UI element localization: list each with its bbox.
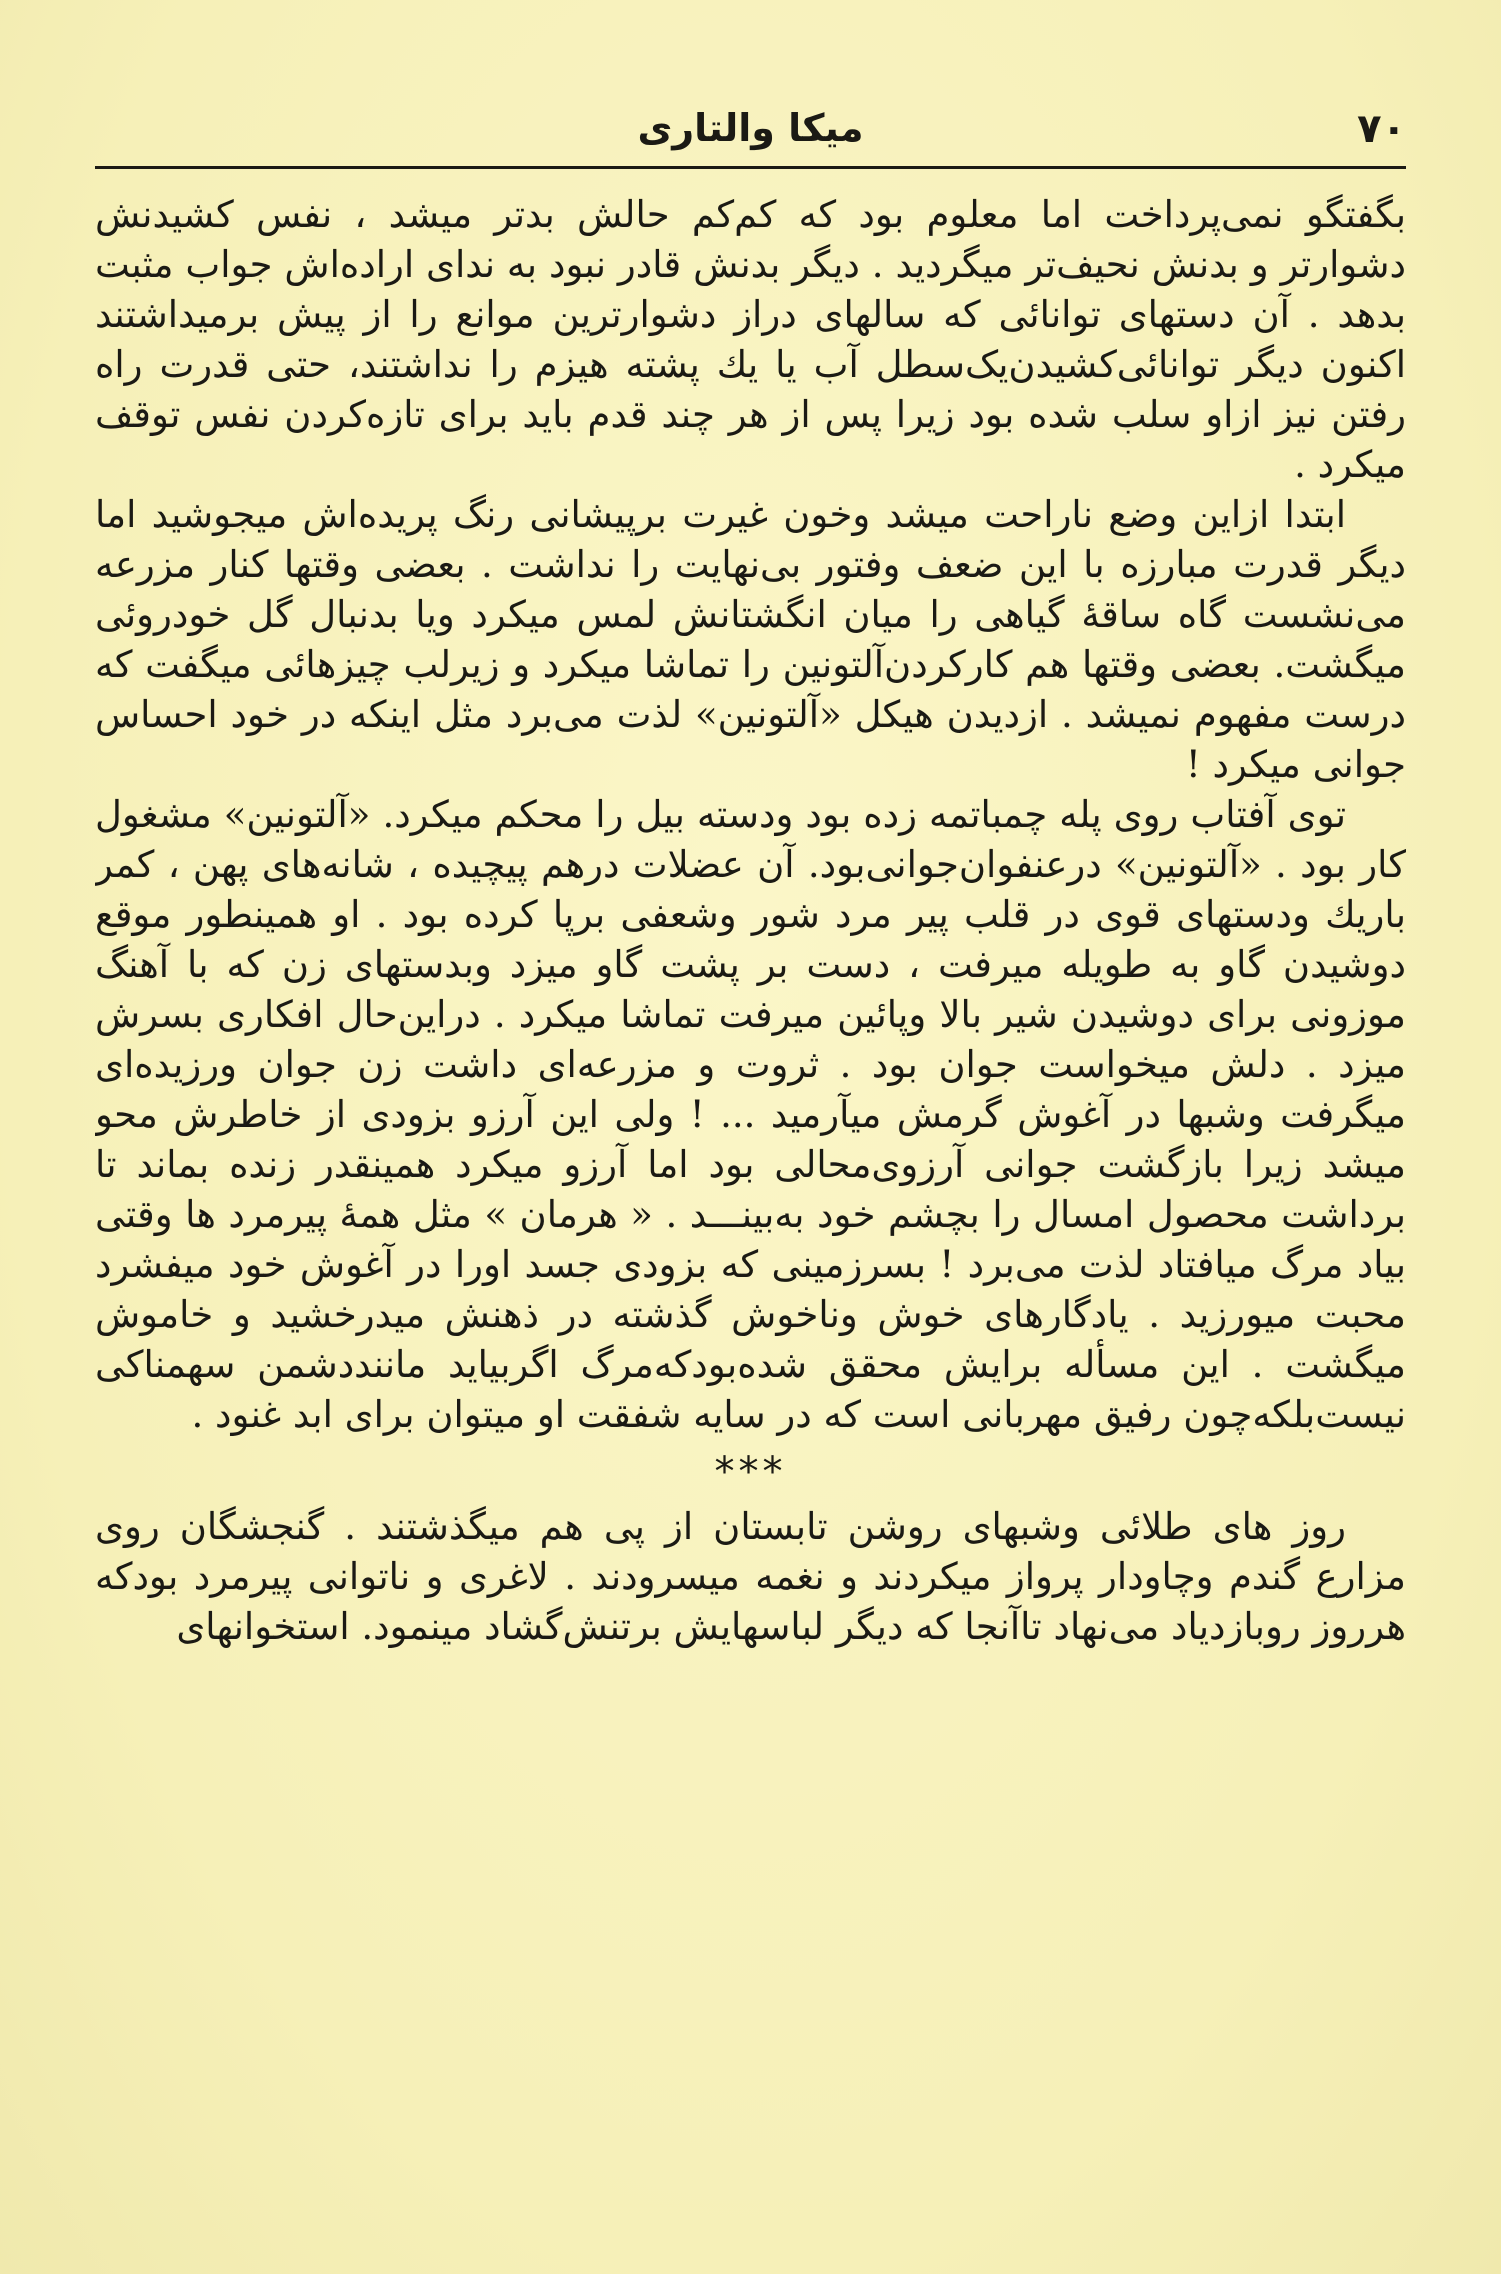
paragraph-3: توی آفتاب روی پله چمباتمه زده بود ودسته بیل را محکم میکرد. «آلتونین» مشغول کار بود . «آلتونین» درعنفوان‌جوانی‌بود. آن عضلات درهم پیچیده ، شانه‌های پهن ، کمر باریك ودستهای قوی در قلب پیر مرد شور وشعفی برپا کرده بود . او همینطور موقع دوشیدن گاو به طویله میرفت ، دست بر پشت گاو میزد وبدستهای زن که با آهنگ موزونی برای دوشیدن شیر بالا وپائین میرفت تماشا میکرد . دراین‌حال افکاری بسرش میزد . دلش میخواست جوان بود . ثروت و مزرعه‌ای داشت زن جوان ورزیده‌ای میگرفت وشبها در آغوش گرمش میآرمید ... ! ولی این آرزو بزودی از خاطرش محو میشد زیرا بازگشت جوانی آرزوی‌محالی بود اما آرزو میکرد همینقدر زنده بماند تا برداشت محصول امسال را بچشم خود به‌بینـــد . « هرمان » مثل همهٔ پیرمرد ها وقتی بیاد مرگ میافتاد لذت می‌برد ! بسرزمینی که بزودی جسد اورا در آغوش خود میفشرد محبت میورزید . یادگارهای خوش وناخوش گذشته در ذهنش میدرخشید و خاموش میگشت . این مسأله برایش محقق شده‌بودکه‌مرگ اگربیاید مانند‌دشمن سهمناکی نیست‌بلکه‌چون رفیق مهربانی است که در سایه شفقت او میتوان برای ابد غنود . bbox=[95, 793, 1406, 1436]
paragraph-2: ابتدا ازاین وضع ناراحت میشد وخون غیرت برپیشانی رنگ پریده‌اش میجوشید اما دیگر قدرت مبارزه با این ضعف وفتور بی‌نهایت را نداشت . بعضی وقتها کنار مزرعه می‌نشست گاه ساقهٔ گیاهی را میان انگشتانش لمس میکرد ویا بدنبال گل خودروئی میگشت. بعضی وقتها هم کارکردن‌آلتونین را تماشا میکرد و زیرلب چیزهائی میگفت که درست مفهوم نمیشد . ازدیدن هیکل «آلتونین» لذت می‌برد مثل اینکه در خود احساس جوانی میکرد ! bbox=[95, 493, 1406, 786]
page-number: ۷۰ bbox=[1357, 106, 1406, 152]
header-rule bbox=[95, 166, 1406, 169]
page-header bbox=[95, 100, 1406, 162]
section-break: *** bbox=[714, 1449, 787, 1495]
paragraph-4: روز های طلائی وشبهای روشن تابستان از پی هم میگذشتند . گنجشگان روی مزارع گندم وچاودار پرواز میکردند و نغمه میسرودند . لاغری و ناتوانی پیرمرد بودکه هرروز روبازدیاد می‌نهاد تاآنجا که دیگر لباسهایش برتنش‌گشاد مینمود. استخوانهای bbox=[95, 1505, 1406, 1648]
page-body bbox=[95, 190, 1406, 2204]
paragraph-1: بگفتگو نمی‌پرداخت اما معلوم بود که کم‌کم حالش بدتر میشد ، نفس کشیدنش دشوارتر و بدنش نحیف‌تر میگردید . دیگر بدنش قادر نبود به ندای اراده‌اش جواب مثبت بدهد . آن دستهای توانائی که سالهای دراز دشوارترین موانع را از پیش برمیداشتند اکنون دیگر توانائی‌کشیدن‌یک‌سطل آب یا یك پشته هیزم را نداشتند، حتی قدرت راه رفتن نیز ازاو سلب شده بود زیرا پس از هر چند قدم باید برای تازه‌کردن نفس توقف میکرد . bbox=[95, 193, 1406, 486]
running-title: میکا والتاری bbox=[637, 106, 864, 150]
